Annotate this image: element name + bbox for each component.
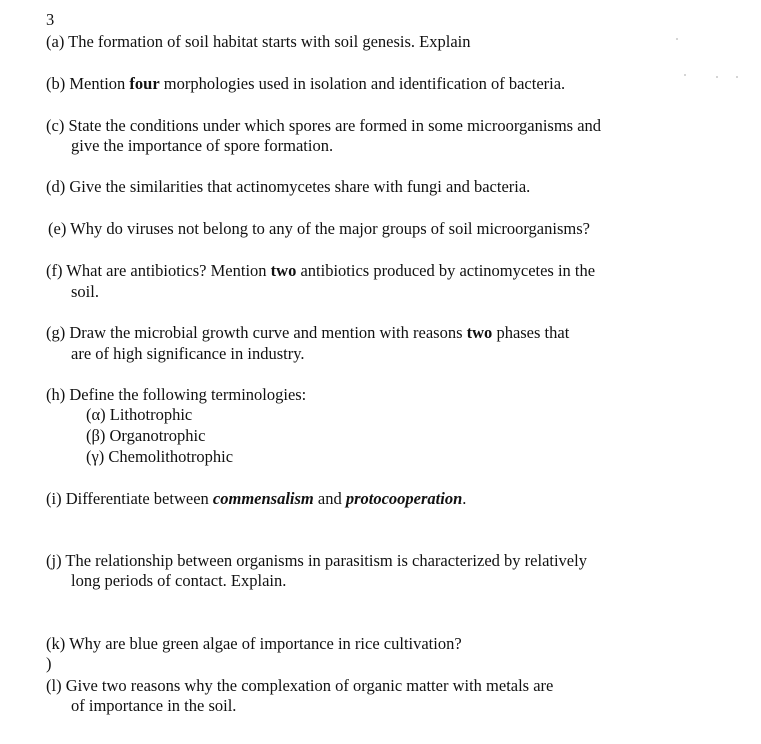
question-f-post: antibiotics produced by actinomycetes in the (296, 261, 596, 280)
scan-speck (684, 74, 686, 76)
question-j-line1: (j) The relationship between organisms in parasitism is characterized by relatively (46, 551, 587, 570)
page-number: 3 (46, 10, 55, 29)
scan-speck (736, 76, 738, 78)
question-k: (k) Why are blue green algae of importance in rice cultivation? (46, 634, 462, 653)
question-f-pre: (f) What are antibiotics? Mention (46, 261, 271, 280)
question-c-line2: give the importance of spore formation. (71, 136, 334, 155)
question-b-bold: four (129, 74, 160, 93)
question-i (46, 489, 466, 509)
question-f-line2: soil. (71, 282, 99, 301)
question-j-line2: long periods of contact. Explain. (71, 571, 287, 590)
question-b-pre: (b) Mention (46, 74, 130, 93)
scan-speck (716, 76, 718, 78)
question-c-line1: (c) State the conditions under which spores are formed in some microorganisms and (46, 116, 602, 135)
question-l-line1: (l) Give two reasons why the complexation of organic matter with metals are (46, 676, 554, 695)
question-g-line2: are of high significance in industry. (71, 344, 305, 363)
question-g-line1 (46, 323, 569, 343)
question-i-pre: (i) Differentiate between (46, 489, 213, 508)
question-h-item-beta: (β) Organotrophic (86, 426, 206, 445)
question-g-pre: (g) Draw the microbial growth curve and mention with reasons (46, 323, 467, 342)
question-h-item-alpha: (α) Lithotrophic (86, 405, 193, 424)
question-h: (h) Define the following terminologies: (46, 385, 307, 404)
scan-speck (676, 38, 678, 40)
question-i-mid: and (313, 489, 346, 508)
question-l-line2: of importance in the soil. (71, 696, 237, 715)
stray-mark: ) (46, 654, 52, 673)
question-e: (e) Why do viruses not belong to any of the major groups of soil microorganisms? (48, 219, 590, 238)
question-b (46, 74, 565, 94)
question-d: (d) Give the similarities that actinomycetes share with fungi and bacteria. (46, 177, 531, 196)
question-i-term-commensalism: commensalism (212, 489, 314, 508)
question-g-post: phases that (492, 323, 570, 342)
question-f-line1 (46, 261, 595, 281)
question-g-bold: two (466, 323, 493, 342)
question-i-term-protocooperation: protocooperation (345, 489, 463, 508)
question-a: (a) The formation of soil habitat starts with soil genesis. Explain (46, 32, 471, 51)
question-i-post: . (462, 489, 467, 508)
question-f-bold: two (270, 261, 297, 280)
question-h-item-gamma: (γ) Chemolithotrophic (86, 447, 234, 466)
question-b-post: morphologies used in isolation and identification of bacteria. (159, 74, 566, 93)
